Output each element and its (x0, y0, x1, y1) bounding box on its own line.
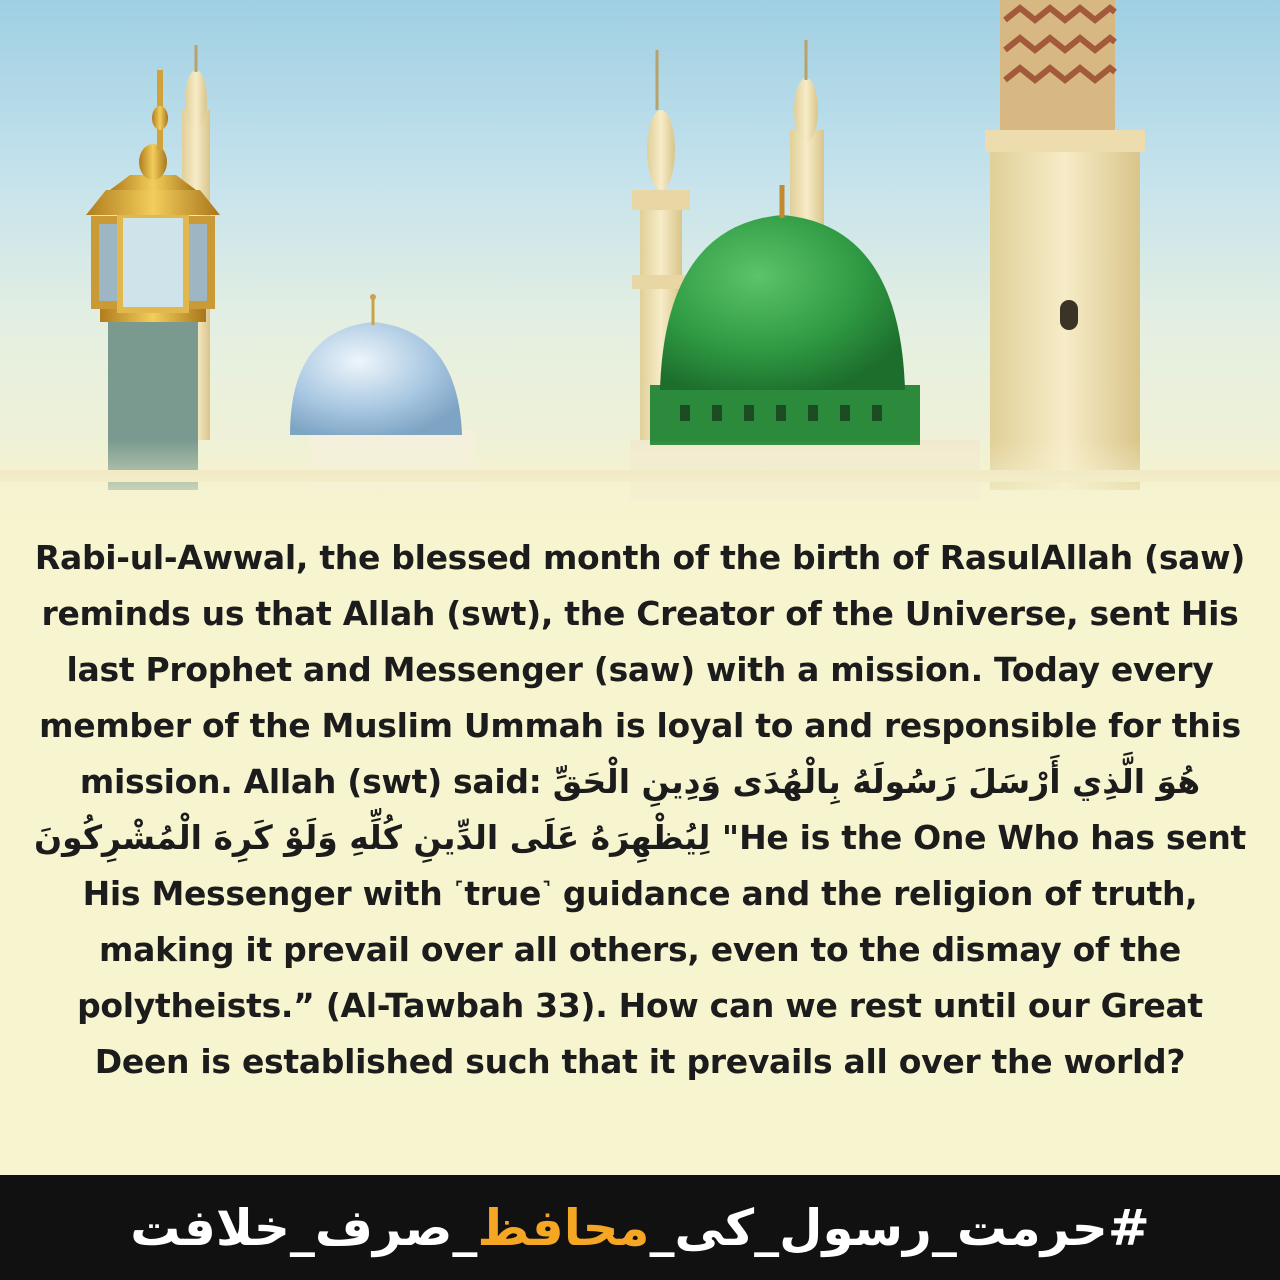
footer-hashtag[interactable] (130, 1199, 1150, 1257)
header-image (0, 0, 1280, 520)
post-translation: "He is the One Who has sent His Messenger with ˹true˺ guidance and the religion of truth, making it prevail over all others, even to the dismay of the polytheists.” (Al-Tawbah 33). How can we rest until our Great Deen is established such that it prevails all over the world? (77, 818, 1247, 1081)
hashtag-part-3: _صرف_خلافت (130, 1198, 478, 1257)
mosque-illustration (0, 0, 1280, 520)
post-intro: Rabi-ul-Awwal, the blessed month of the birth of RasulAllah (saw) reminds us that Allah (swt), the Creator of the Universe, sent His last Prophet and Messenger (saw) with a mission. Today every member of the Muslim Ummah is loyal to and responsible for this mission. Allah (swt) said: (34, 538, 1246, 801)
minaret-right (985, 0, 1145, 490)
post-body (28, 530, 1252, 1090)
quran-verse-arabic: هُوَ الَّذِي أَرْسَلَ رَسُولَهُ بِالْهُدَى وَدِينِ الْحَقِّ لِيُظْهِرَهُ عَلَى الدِّينِ كُلِّهِ وَلَوْ كَرِهَ الْمُشْرِكُونَ (33, 762, 1201, 857)
footer-banner (0, 1175, 1280, 1280)
hashtag-highlight: محافظ (477, 1198, 650, 1257)
hashtag-part-1: #حرمت_رسول_کی_ (649, 1198, 1150, 1257)
